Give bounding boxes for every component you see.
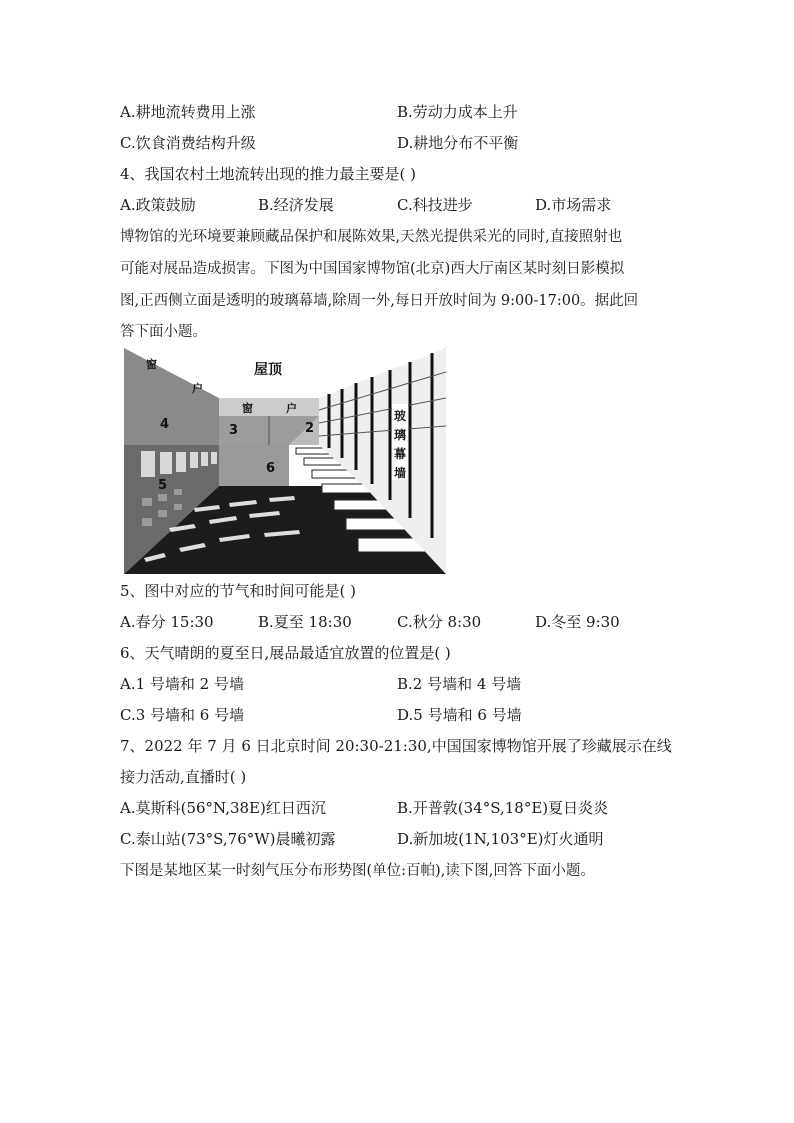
q7-stem-line-1: 7、2022 年 7 月 6 日北京时间 20:30-21:30,中国国家博物馆开展了珍藏展示在线 (120, 737, 672, 755)
label-glass-2: 璃 (394, 428, 407, 442)
passage-line-2: 可能对展品造成损害。下图为中国国家博物馆(北京)西大厅南区某时刻日影模拟 (120, 261, 625, 277)
q3-option-a: A.耕地流转费用上涨 (120, 103, 256, 121)
q6-stem: 6、天气晴朗的夏至日,展品最适宜放置的位置是( ) (120, 644, 451, 662)
label-wall-5: 5 (158, 478, 168, 493)
q7-option-a: A.莫斯科(56°N,38E)红日西沉 (120, 799, 326, 817)
passage-line-1: 博物馆的光环境要兼顾藏品保护和展陈效果,天然光提供采光的同时,直接照射也 (120, 229, 623, 245)
label-wall-2: 2 (305, 421, 315, 436)
passage-line-3: 图,正西侧立面是透明的玻璃幕墙,除周一外,每日开放时间为 9:00-17:00。据此回 (120, 293, 639, 309)
q5-option-c: C.秋分 8:30 (397, 613, 482, 631)
label-window-left-1: 窗 (146, 358, 157, 371)
passage-line-4: 答下面小题。 (120, 324, 207, 340)
q5-option-a: A.春分 15:30 (120, 613, 214, 631)
label-glass-1: 玻 (394, 409, 407, 423)
label-wall-6: 6 (266, 461, 276, 476)
q4-option-b: B.经济发展 (258, 196, 334, 214)
q5-option-b: B.夏至 18:30 (258, 613, 352, 631)
q6-option-a: A.1 号墙和 2 号墙 (120, 675, 244, 693)
q5-stem: 5、图中对应的节气和时间可能是( ) (120, 582, 357, 600)
q5-option-d: D.冬至 9:30 (535, 613, 620, 631)
museum-shadow-figure (124, 348, 446, 574)
next-section-intro: 下图是某地区某一时刻气压分布形势图(单位:百帕),读下图,回答下面小题。 (120, 863, 595, 879)
label-roof: 屋顶 (254, 362, 282, 378)
q4-option-a: A.政策鼓励 (120, 196, 196, 214)
label-glass-3: 幕 (394, 447, 407, 461)
q6-option-d: D.5 号墙和 6 号墙 (397, 706, 522, 724)
label-wall-4: 4 (160, 417, 170, 432)
q4-stem: 4、我国农村土地流转出现的推力最主要是( ) (120, 165, 417, 183)
q7-option-b: B.开普敦(34°S,18°E)夏日炎炎 (397, 799, 609, 817)
label-window-center-2: 户 (286, 402, 297, 415)
q3-option-d: D.耕地分布不平衡 (397, 134, 519, 152)
q7-option-c: C.泰山站(73°S,76°W)晨曦初露 (120, 830, 336, 848)
q7-option-d: D.新加坡(1N,103°E)灯火通明 (397, 830, 604, 848)
q3-option-c: C.饮食消费结构升级 (120, 134, 256, 152)
q7-stem-line-2: 接力活动,直播时( ) (120, 768, 247, 786)
q6-option-b: B.2 号墙和 4 号墙 (397, 675, 522, 693)
q4-option-c: C.科技进步 (397, 196, 473, 214)
label-glass-4: 墙 (394, 466, 407, 480)
label-window-center-1: 窗 (242, 402, 253, 415)
label-window-left-2: 户 (192, 382, 203, 395)
label-wall-3: 3 (229, 423, 239, 438)
q6-option-c: C.3 号墙和 6 号墙 (120, 706, 245, 724)
q4-option-d: D.市场需求 (535, 196, 612, 214)
q3-option-b: B.劳动力成本上升 (397, 103, 518, 121)
